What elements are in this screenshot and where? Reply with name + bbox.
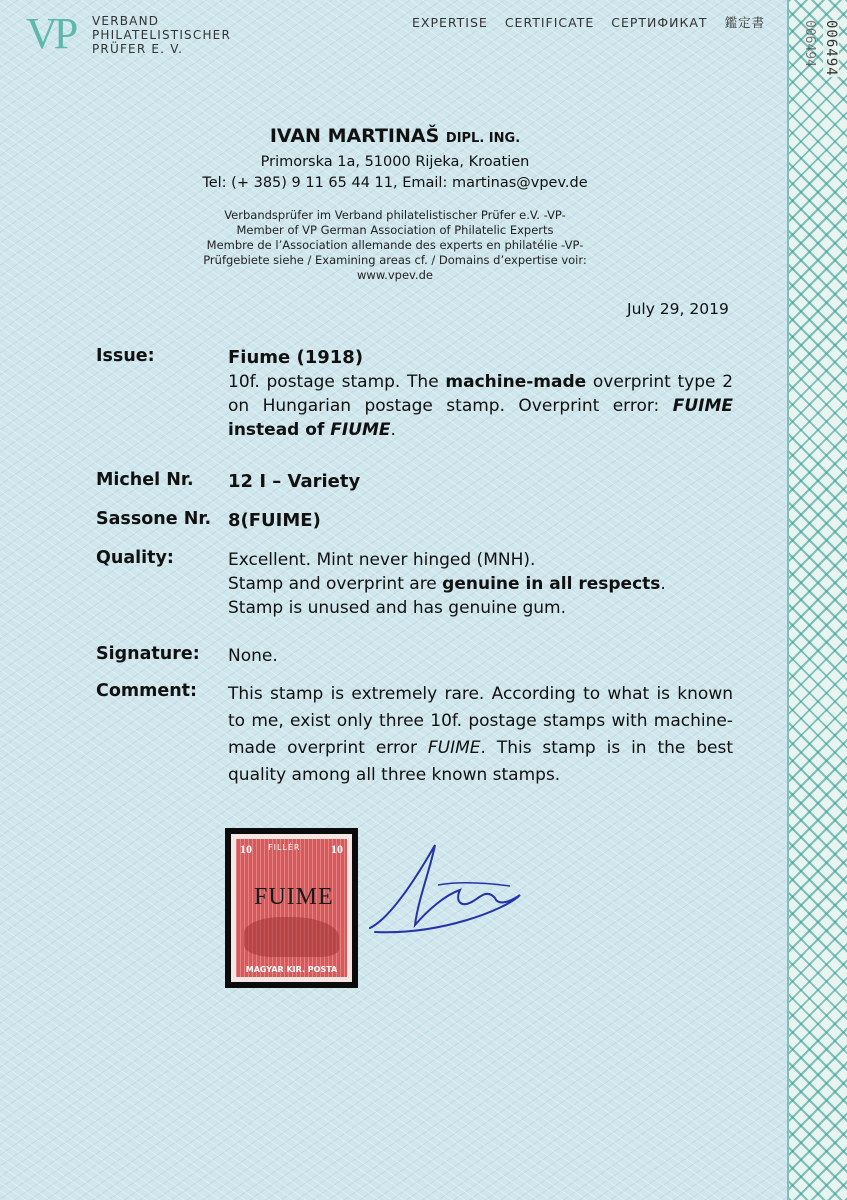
serial-number: 006494 bbox=[823, 20, 839, 77]
title-expertise: EXPERTISE bbox=[412, 15, 488, 30]
membership-block: Verbandsprüfer im Verband philatelistischer Prüfer e.V. -VP- Member of VP German Association of Philatelic Experts Membre de l’Association allemande des experts en philatélie -VP- Prüfgebiete siehe / Examining areas cf. / Domains d’expertise voir: www.vpev.de bbox=[0, 208, 790, 283]
michel-value: 12 I – Variety bbox=[228, 471, 361, 492]
signature-value: None. bbox=[228, 646, 278, 666]
expert-contact: Tel: (+ 385) 9 11 65 44 11, Email: martinas@vpev.de bbox=[202, 175, 588, 191]
comment-value: This stamp is extremely rare. According to what is known to me, exist only three 10f. postage stamps with machine-made overprint error FUIME. This stamp is in the best quality among all three known stamps. bbox=[228, 684, 733, 785]
signature-label: Signature: bbox=[96, 644, 200, 664]
comment-label: Comment: bbox=[96, 681, 198, 701]
quality-value: Excellent. Mint never hinged (MNH). Stamp and overprint are genuine in all respects. Stamp is unused and has genuine gum. bbox=[228, 550, 666, 618]
signature-flourish bbox=[438, 883, 510, 886]
serial-number-faint: 006494 bbox=[802, 20, 817, 67]
sassone-label: Sassone Nr. bbox=[96, 509, 212, 529]
sassone-value: 8(FUIME) bbox=[228, 510, 321, 531]
expert-address-block bbox=[0, 152, 790, 194]
issue-label: Issue: bbox=[96, 346, 155, 366]
stamp-overprint: FUIME bbox=[254, 884, 334, 910]
stamp-value-right: 10 bbox=[331, 842, 343, 856]
title-sertifikat: СЕРТИФИКАТ bbox=[611, 15, 708, 30]
security-border-strip bbox=[787, 0, 847, 1200]
expert-address: Primorska 1a, 51000 Rijeka, Kroatien bbox=[260, 154, 530, 170]
vp-logo-mark: VP bbox=[26, 9, 75, 58]
stamp-harvest-scene bbox=[244, 917, 339, 957]
expert-title: DIPL. ING. bbox=[445, 131, 521, 146]
stamp-value-left: 10 bbox=[240, 842, 252, 856]
website-link[interactable]: www.vpev.de bbox=[357, 268, 433, 282]
association-name: VERBAND PHILATELISTISCHER PRÜFER E. V. bbox=[92, 14, 231, 56]
expert-name: IVAN MARTINAŠ DIPL. ING. bbox=[269, 125, 521, 147]
issue-description: 10f. postage stamp. The machine-made overprint type 2 on Hungarian postage stamp. Overprint error: FUIME instead of FIUME. bbox=[228, 372, 734, 440]
stamp-photo bbox=[225, 828, 358, 988]
issue-value bbox=[228, 346, 733, 442]
certificate-date: July 29, 2019 bbox=[627, 300, 729, 318]
expert-signature bbox=[360, 840, 530, 940]
issue-title: Fiume (1918) bbox=[228, 347, 364, 368]
quality-label: Quality: bbox=[96, 548, 174, 568]
stamp-bottom-text: MAGYAR KIR. POSTA bbox=[245, 965, 338, 974]
signature-stroke bbox=[370, 845, 520, 932]
michel-label: Michel Nr. bbox=[96, 470, 194, 490]
certificate-titles bbox=[412, 13, 777, 31]
title-certificate: CERTIFICATE bbox=[504, 15, 595, 30]
vp-logo bbox=[26, 9, 231, 58]
title-kanteisho: 鑑定書 bbox=[724, 15, 766, 30]
stamp-top-text: FILLÉR bbox=[268, 843, 301, 852]
